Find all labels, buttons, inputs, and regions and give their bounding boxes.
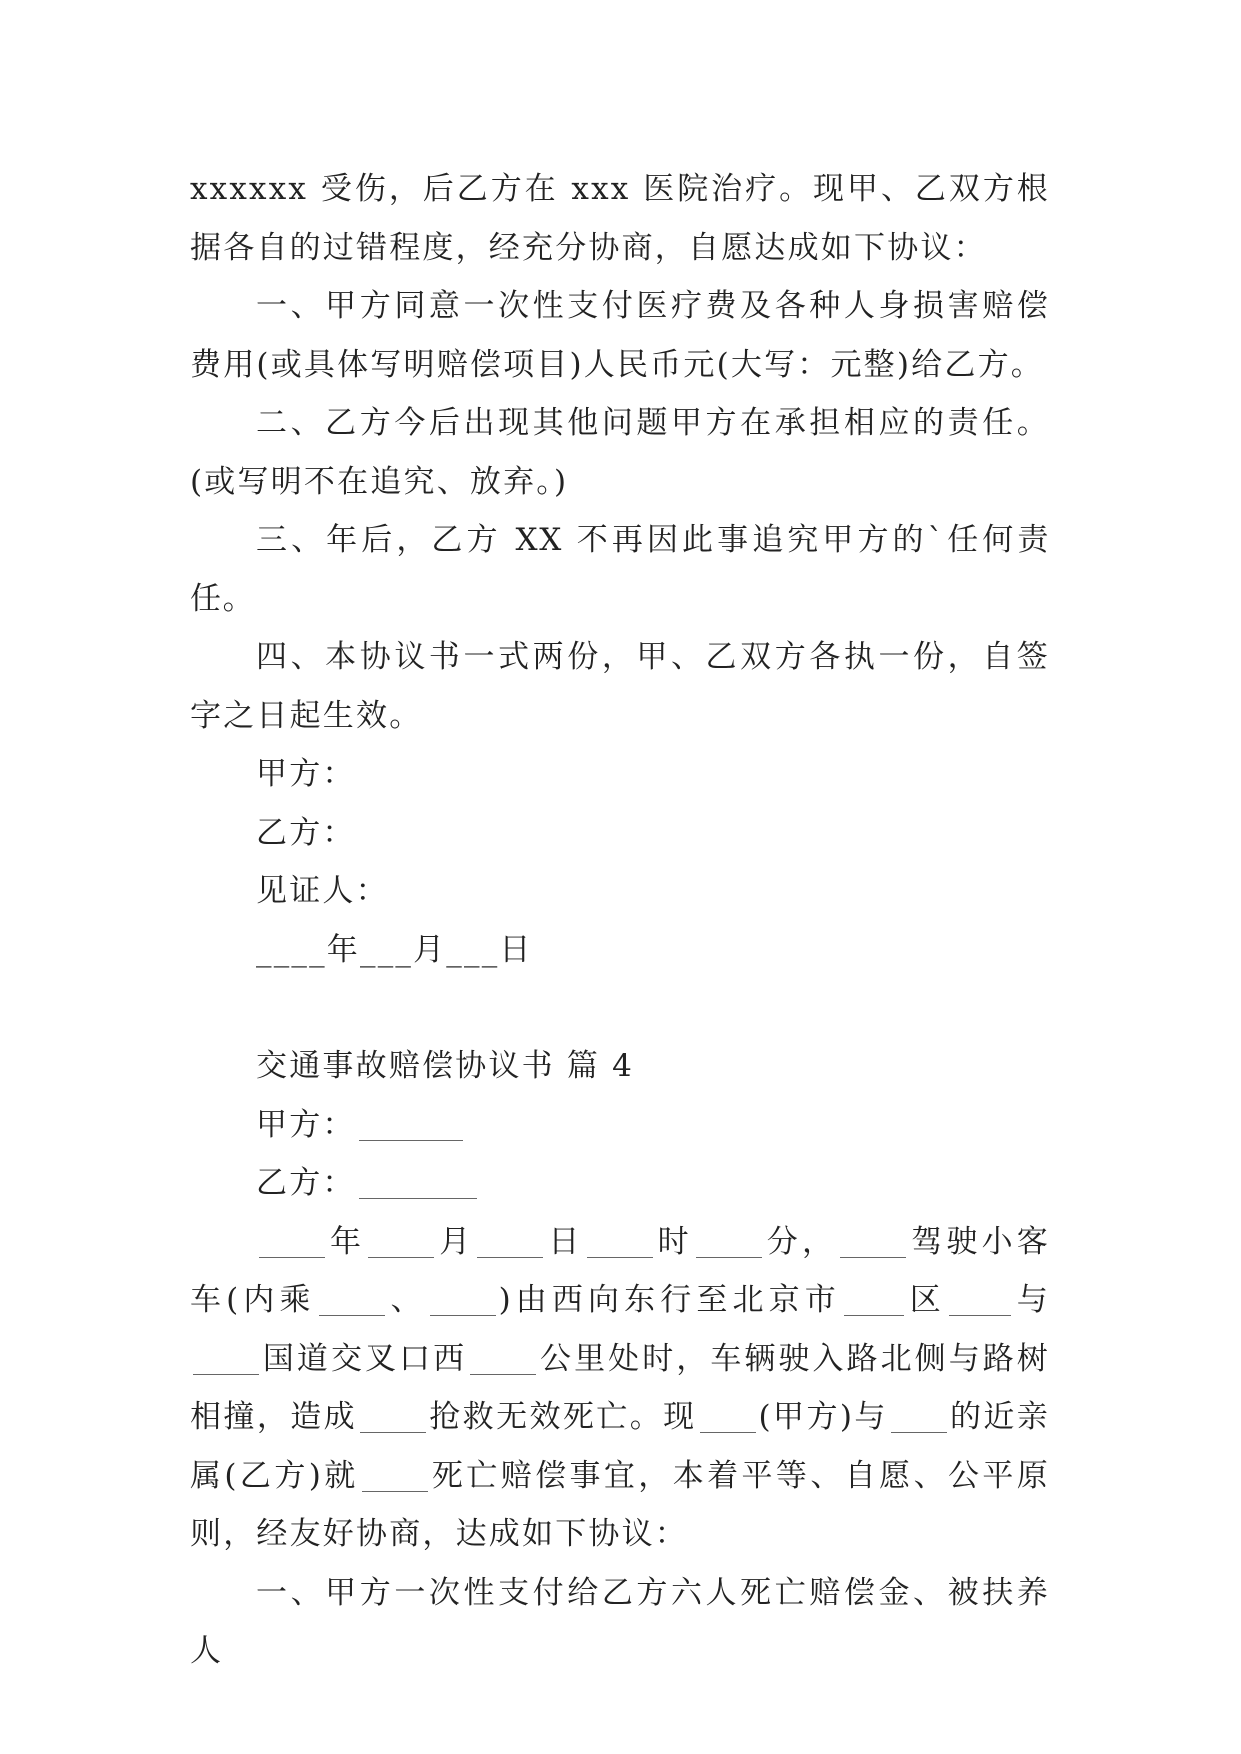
clause-1: 一、甲方同意一次性支付医疗费及各种人身损害赔偿费用(或具体写明赔偿项目)人民币元(大写：元整)给乙方。 [190,288,1050,383]
minute-unit: 分， [764,1223,838,1260]
matter-text: 死亡赔偿事宜，本着平等、自愿、公平原则，经友好协商，达成如下协议： [190,1457,1050,1552]
section-heading: 交通事故赔偿协议书 篇 4 [256,1048,635,1084]
passenger-1-blank [319,1281,385,1316]
section-spacer [190,979,1050,1037]
passenger-2-blank [430,1281,496,1316]
party-a-label: 甲方： [256,1106,356,1143]
party-b-label: 乙方： [256,1165,356,1201]
clause-2: 二、乙方今后出现其他问题甲方在承担相应的责任。(或写明不在追究、放弃。) [190,405,1050,500]
road-text: 国道交叉口西 [262,1340,468,1377]
month-unit: 月 [437,1223,475,1260]
route-text: )由西向东行至北京市 [498,1282,841,1318]
date-line: ____年___月___日 [256,931,533,968]
party-a-signature-label: 甲方： [256,756,356,792]
clause-4: 四、本协议书一式两份，甲、乙双方各执一份，自签字之日起生效。 [190,639,1050,734]
month-blank [368,1223,434,1258]
part2-clause-1: 一、甲方一次性支付给乙方六人死亡赔偿金、被扶养人 [190,1574,1050,1669]
party-a-line [190,1096,1050,1155]
witness-label: 见证人： [256,873,389,909]
km-blank [470,1340,536,1375]
day-blank [477,1223,543,1258]
party-b-signature-label: 乙方： [256,814,356,851]
driver-blank [840,1223,906,1258]
with-text: 与 [1013,1282,1050,1318]
road-number-blank [193,1340,259,1375]
party-a-paren-text: (甲方)与 [758,1399,888,1435]
day-unit: 日 [546,1223,584,1260]
year-unit: 年 [328,1223,366,1260]
district-blank [844,1281,904,1316]
intro-paragraph: xxxxxx 受伤，后乙方在 xxx 医院治疗。现甲、乙双方根据各自的过错程度，经充分协商，自愿达成如下协议： [190,171,1050,266]
drive-text: 驾驶小客车(内乘 [190,1223,1051,1318]
hour-unit: 时 [655,1223,693,1260]
death-text: 抢救无效死亡。现 [429,1399,697,1435]
minute-blank [696,1223,762,1258]
district-unit: 区 [906,1282,946,1318]
victim-blank [360,1398,426,1433]
deceased-name-blank [362,1457,428,1492]
party-a-name-blank [700,1398,756,1433]
relatives-text: 的近亲属(乙方)就 [190,1399,1050,1494]
deceased-blank [891,1398,947,1433]
party-b-line [190,1154,1050,1213]
accident-paragraph [190,1213,1050,1564]
separator-text: 、 [387,1282,427,1318]
km-text: 公里处时，车辆驶入路北侧与路树相撞，造成 [190,1340,1051,1435]
hour-blank [587,1223,653,1258]
year-blank [259,1223,325,1258]
location-blank [949,1281,1011,1316]
party-a-blank [359,1106,463,1141]
document-body [190,160,1050,1681]
clause-3: 三、年后，乙方 XX 不再因此事追究甲方的`任何责任。 [190,522,1050,617]
party-b-blank [359,1164,477,1199]
